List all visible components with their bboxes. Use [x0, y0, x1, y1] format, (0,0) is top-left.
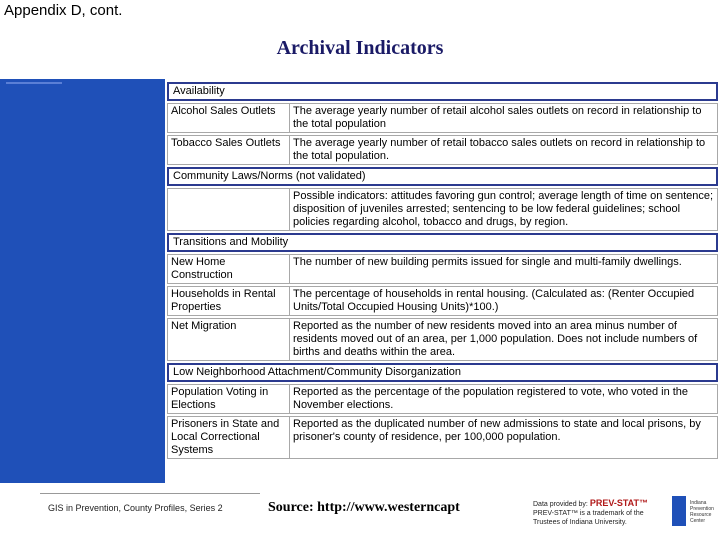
slide-title: Archival Indicators	[276, 37, 444, 59]
indicator-name: Tobacco Sales Outlets	[168, 136, 290, 164]
table-row	[167, 286, 718, 316]
indicator-name: New Home Construction	[168, 255, 290, 283]
indicator-description: Reported as the number of new residents moved into an area minus number of residents moved out of an area, per 1,000 population. Does not include numbers of births and deaths within the area.	[293, 320, 698, 358]
appendix-label: Appendix D, cont.	[4, 2, 123, 19]
sidebar-accent	[6, 82, 62, 84]
indicator-description: Reported as the percentage of the population registered to vote, who voted in the November elections.	[293, 386, 689, 411]
prevstat-brand: PREV-STAT™	[589, 498, 648, 508]
provided-by-label: Data provided by:	[533, 501, 588, 508]
table-row	[167, 384, 718, 414]
table-row	[167, 103, 718, 133]
table-row	[167, 318, 718, 361]
category-header: Availability	[167, 82, 718, 101]
indiana-logo-icon	[672, 496, 686, 526]
logo-caption: Indiana Prevention Resource Center	[690, 500, 714, 524]
source-citation[interactable]: Source: http://www.westerncapt	[268, 500, 460, 515]
table-row	[167, 188, 718, 231]
footer-divider	[40, 493, 260, 494]
indicator-description: Possible indicators: attitudes favoring gun control; average length of time on sentence; disposition of juveniles arrested; sentencing to be low federal guidelines; school policies regarding alcohol, tobacco and drugs, by region.	[293, 190, 714, 228]
indicator-name: Alcohol Sales Outlets	[168, 104, 290, 132]
table-row	[167, 254, 718, 284]
table-row	[167, 135, 718, 165]
indicator-description: The number of new building permits issued for single and multi-family dwellings.	[293, 256, 682, 268]
indicator-name: Population Voting in Elections	[168, 385, 290, 413]
category-header: Transitions and Mobility	[167, 233, 718, 252]
indicator-name: Prisoners in State and Local Correctional Systems	[168, 417, 290, 458]
indicator-name: Net Migration	[168, 319, 290, 360]
sidebar-panel	[0, 79, 165, 483]
indicator-description: The average yearly number of retail tobacco sales outlets on record in relationship to the total population.	[293, 137, 706, 162]
category-header: Community Laws/Norms (not validated)	[167, 167, 718, 186]
prevstat-credit	[533, 499, 668, 527]
indicator-description: The percentage of households in rental housing. (Calculated as: (Renter Occupied Units/Total Occupied Housing Units)*100.)	[293, 288, 695, 313]
indicator-name	[168, 189, 290, 230]
trademark-note: PREV-STAT™ is a trademark of the Trustees of Indiana University.	[533, 510, 644, 526]
footer-series-label: GIS in Prevention, County Profiles, Series 2	[48, 503, 223, 513]
category-header: Low Neighborhood Attachment/Community Disorganization	[167, 363, 718, 382]
indicator-table	[167, 82, 718, 461]
indicator-description: The average yearly number of retail alcohol sales outlets on record in relationship to the total population	[293, 105, 702, 130]
table-row	[167, 416, 718, 459]
indicator-description: Reported as the duplicated number of new admissions to state and local prisons, by prisoner's county of residence, per 100,000 population.	[293, 418, 701, 443]
indicator-name: Households in Rental Properties	[168, 287, 290, 315]
